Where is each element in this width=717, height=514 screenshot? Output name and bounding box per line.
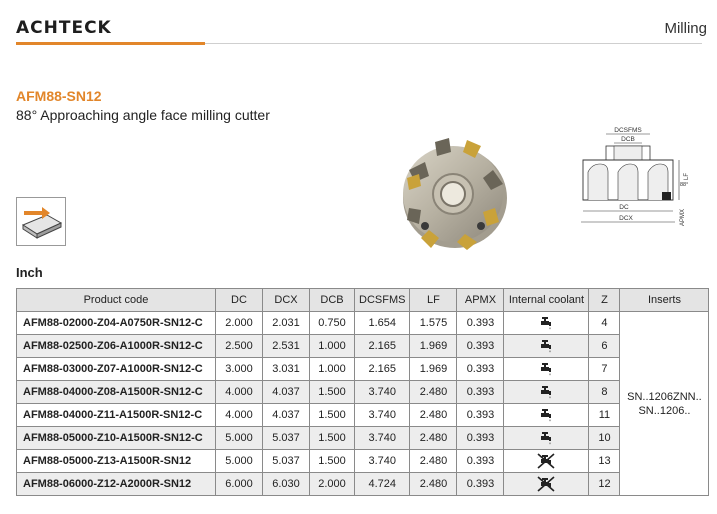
product-code-cell: AFM88-05000-Z10-A1500R-SN12-C: [17, 427, 216, 450]
apmx-cell: 0.393: [457, 358, 504, 381]
header-dcx: DCX: [263, 289, 310, 312]
table-row: [17, 335, 709, 358]
header-apmx: APMX: [457, 289, 504, 312]
z-cell: 10: [589, 427, 620, 450]
dc-cell: 5.000: [216, 427, 263, 450]
header-z: Z: [589, 289, 620, 312]
inserts-cell: [620, 312, 709, 496]
dcsfms-cell: 2.165: [355, 335, 410, 358]
product-title: AFM88-SN12: [16, 88, 102, 104]
product-code-cell: AFM88-03000-Z07-A1000R-SN12-C: [17, 358, 216, 381]
dc-cell: 2.500: [216, 335, 263, 358]
apmx-cell: 0.393: [457, 335, 504, 358]
coolant-icon: [508, 315, 584, 331]
dc-cell: 2.000: [216, 312, 263, 335]
table-row: [17, 358, 709, 381]
dcx-cell: 4.037: [263, 381, 310, 404]
dc-dimension-label: DC: [619, 204, 629, 211]
dcb-cell: 1.500: [310, 427, 355, 450]
product-spec-table: [16, 288, 709, 496]
dcx-cell: 5.037: [263, 427, 310, 450]
dcb-dimension-label: DCB: [621, 136, 635, 143]
header-dcb: DCB: [310, 289, 355, 312]
dc-cell: 3.000: [216, 358, 263, 381]
lf-cell: 2.480: [410, 404, 457, 427]
face-milling-operation-icon: [16, 197, 66, 246]
dcb-cell: 1.500: [310, 381, 355, 404]
header-dc: DC: [216, 289, 263, 312]
z-cell: 13: [589, 450, 620, 473]
lf-cell: 2.480: [410, 450, 457, 473]
coolant-icon: [508, 361, 584, 377]
internal-coolant-cell: [504, 358, 589, 381]
lf-dimension-label: LF: [684, 172, 690, 180]
header-inserts: Inserts: [620, 289, 709, 312]
lf-cell: 2.480: [410, 427, 457, 450]
z-cell: 7: [589, 358, 620, 381]
angle-label: 88°: [680, 182, 689, 188]
z-cell: 4: [589, 312, 620, 335]
internal-coolant-cell: [504, 335, 589, 358]
table-row: [17, 404, 709, 427]
apmx-dimension-label: APMX: [680, 208, 686, 226]
dcb-cell: 1.500: [310, 404, 355, 427]
dcx-dimension-label: DCX: [619, 215, 633, 222]
internal-coolant-cell: [504, 427, 589, 450]
z-cell: 11: [589, 404, 620, 427]
brand-logo: ACHTECK: [16, 18, 112, 38]
z-cell: 6: [589, 335, 620, 358]
lf-cell: 1.969: [410, 358, 457, 381]
header-product-code: Product code: [17, 289, 216, 312]
dcb-cell: 1.000: [310, 358, 355, 381]
dcsfms-cell: 4.724: [355, 473, 410, 496]
technical-drawing: [578, 126, 698, 241]
lf-cell: 2.480: [410, 473, 457, 496]
header-dcsfms: DCSFMS: [355, 289, 410, 312]
product-code-cell: AFM88-04000-Z08-A1500R-SN12-C: [17, 381, 216, 404]
table-row: [17, 473, 709, 496]
cutter-product-image: [395, 130, 515, 260]
dcsfms-cell: 3.740: [355, 404, 410, 427]
product-code-cell: AFM88-05000-Z13-A1500R-SN12: [17, 450, 216, 473]
coolant-icon: [508, 384, 584, 400]
coolant-icon: [508, 430, 584, 446]
table-row: [17, 381, 709, 404]
table-row: [17, 450, 709, 473]
apmx-cell: 0.393: [457, 312, 504, 335]
no-coolant-icon: [508, 475, 584, 493]
header-lf: LF: [410, 289, 457, 312]
apmx-cell: 0.393: [457, 381, 504, 404]
dcx-cell: 2.531: [263, 335, 310, 358]
lf-cell: 1.969: [410, 335, 457, 358]
dcsfms-cell: 3.740: [355, 450, 410, 473]
dcb-cell: 0.750: [310, 312, 355, 335]
internal-coolant-cell: [504, 381, 589, 404]
header-accent-rule: [16, 42, 205, 45]
dcx-cell: 6.030: [263, 473, 310, 496]
dcb-cell: 1.500: [310, 450, 355, 473]
internal-coolant-cell: [504, 473, 589, 496]
section-label: Milling: [664, 20, 707, 37]
product-description: 88° Approaching angle face milling cutter: [16, 107, 270, 123]
lf-cell: 1.575: [410, 312, 457, 335]
dcb-cell: 1.000: [310, 335, 355, 358]
apmx-cell: 0.393: [457, 427, 504, 450]
dc-cell: 6.000: [216, 473, 263, 496]
product-code-cell: AFM88-02000-Z04-A0750R-SN12-C: [17, 312, 216, 335]
dcsfms-cell: 2.165: [355, 358, 410, 381]
internal-coolant-cell: [504, 450, 589, 473]
dcx-cell: 4.037: [263, 404, 310, 427]
internal-coolant-cell: [504, 404, 589, 427]
table-row: [17, 312, 709, 335]
dcsfms-cell: 3.740: [355, 427, 410, 450]
z-cell: 12: [589, 473, 620, 496]
insert-code: SN..1206ZNN..: [627, 390, 702, 403]
header-rule: [205, 43, 702, 44]
dcb-cell: 2.000: [310, 473, 355, 496]
apmx-cell: 0.393: [457, 404, 504, 427]
coolant-icon: [508, 338, 584, 354]
apmx-cell: 0.393: [457, 473, 504, 496]
dc-cell: 4.000: [216, 404, 263, 427]
coolant-icon: [508, 407, 584, 423]
z-cell: 8: [589, 381, 620, 404]
dcx-cell: 3.031: [263, 358, 310, 381]
no-coolant-icon: [508, 452, 584, 470]
dc-cell: 5.000: [216, 450, 263, 473]
product-code-cell: AFM88-04000-Z11-A1500R-SN12-C: [17, 404, 216, 427]
dcsfms-cell: 3.740: [355, 381, 410, 404]
table-row: [17, 427, 709, 450]
apmx-cell: 0.393: [457, 450, 504, 473]
dcx-cell: 5.037: [263, 450, 310, 473]
dcsfms-cell: 1.654: [355, 312, 410, 335]
dcx-cell: 2.031: [263, 312, 310, 335]
lf-cell: 2.480: [410, 381, 457, 404]
insert-code: SN..1206..: [638, 404, 691, 417]
unit-label: Inch: [16, 265, 43, 280]
dcsfms-dimension-label: DCSFMS: [614, 127, 642, 134]
product-code-cell: AFM88-02500-Z06-A1000R-SN12-C: [17, 335, 216, 358]
dc-cell: 4.000: [216, 381, 263, 404]
internal-coolant-cell: [504, 312, 589, 335]
product-code-cell: AFM88-06000-Z12-A2000R-SN12: [17, 473, 216, 496]
header-internal-coolant: Internal coolant: [504, 289, 589, 312]
